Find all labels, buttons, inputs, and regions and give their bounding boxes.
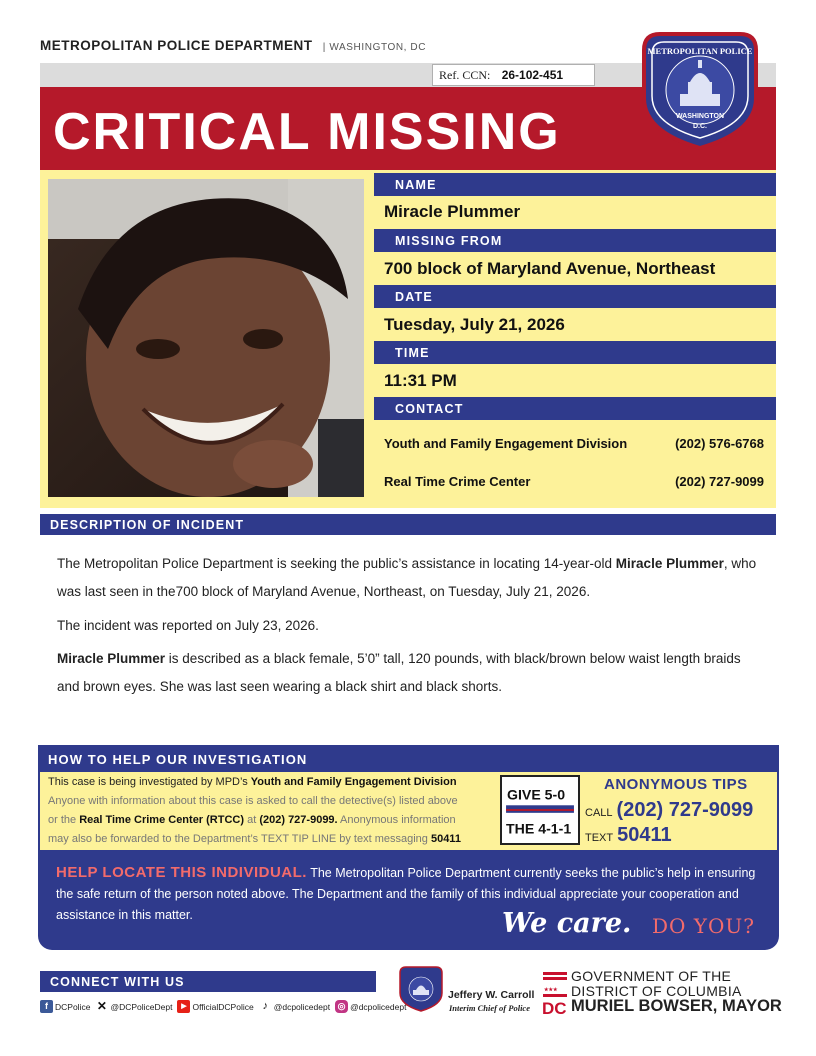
badge-bottom-text: WASHINGTON bbox=[675, 113, 725, 120]
help-line-2: Anyone with information about this case is asked to call the detective(s) listed above bbox=[48, 795, 458, 807]
department-header bbox=[40, 38, 426, 53]
help-text: at bbox=[244, 814, 260, 826]
ref-value: 26-102-451 bbox=[501, 68, 564, 82]
contact-phone[interactable]: (202) 576-6768 bbox=[675, 436, 764, 451]
the-411-text: THE 4-1-1 bbox=[506, 820, 572, 837]
youtube-icon: ▶ bbox=[177, 1000, 190, 1013]
tips-call-row bbox=[585, 799, 753, 822]
description-text: is described as a black female, 5’0” tall, 120 pounds, with black/brown below waist length braids and brown eyes. She was last seen wearing a black shirt and black shorts. bbox=[57, 651, 741, 694]
x-icon: ✕ bbox=[96, 999, 107, 1013]
description-text: The Metropolitan Police Department is seeking the public’s assistance in locating 14-year-old bbox=[57, 556, 616, 571]
badge-top-text: METROPOLITAN POLICE bbox=[647, 46, 753, 56]
social-handle: @dcpolicedept bbox=[350, 1001, 407, 1012]
small-police-badge-icon bbox=[398, 965, 444, 1013]
social-link-youtube[interactable] bbox=[177, 1000, 253, 1013]
do-you-slogan: DO YOU? bbox=[652, 914, 755, 938]
help-text: or the bbox=[48, 814, 80, 826]
help-text: Anonymous information bbox=[337, 814, 456, 826]
gov-line-1: GOVERNMENT OF THE bbox=[571, 968, 732, 984]
instagram-icon: ◎ bbox=[335, 1000, 348, 1013]
help-text: may also be forwarded to the Department’s TEXT TIP LINE by text messaging bbox=[48, 833, 431, 845]
give-5-0-logo-icon bbox=[500, 775, 580, 845]
time-label-bar: TIME bbox=[374, 341, 776, 364]
missing-from-label-bar: MISSING FROM bbox=[374, 229, 776, 252]
contact-row bbox=[384, 474, 764, 489]
help-line-4 bbox=[48, 833, 461, 845]
social-handle: DCPolice bbox=[55, 1001, 91, 1012]
contact-row bbox=[384, 436, 764, 451]
help-heading: HOW TO HELP OUR INVESTIGATION bbox=[48, 752, 308, 767]
department-name: METROPOLITAN POLICE DEPARTMENT bbox=[40, 38, 313, 53]
date-label-bar: DATE bbox=[374, 285, 776, 308]
we-care-slogan: We care. bbox=[502, 908, 632, 939]
help-line-1 bbox=[48, 776, 457, 788]
social-handle: @DCPoliceDept bbox=[110, 1001, 173, 1012]
svg-text:DC: DC bbox=[542, 999, 567, 1016]
svg-text:★★★: ★★★ bbox=[544, 987, 558, 993]
description-paragraph-2: The incident was reported on July 23, 2026. bbox=[57, 618, 319, 633]
connect-heading: CONNECT WITH US bbox=[40, 971, 376, 992]
call-label: CALL bbox=[585, 807, 613, 819]
help-text: This case is being investigated by MPD’s bbox=[48, 776, 251, 788]
social-link-facebook[interactable] bbox=[40, 1000, 90, 1013]
tip-phone[interactable]: (202) 727-9099 bbox=[616, 799, 754, 821]
description-text: , who was last seen in the700 block of Maryland Avenue, Northeast, on Tuesday, July 21, 2026. bbox=[57, 556, 757, 599]
missing-from-value: 700 block of Maryland Avenue, Northeast bbox=[384, 259, 716, 278]
social-link-x[interactable] bbox=[95, 1000, 172, 1013]
person-name: Miracle Plummer bbox=[615, 556, 724, 571]
chief-title: Interim Chief of Police bbox=[449, 1003, 530, 1013]
anonymous-tips-title: ANONYMOUS TIPS bbox=[604, 776, 748, 793]
police-badge-icon bbox=[640, 28, 760, 150]
help-line-3 bbox=[48, 814, 456, 826]
missing-person-photo bbox=[48, 179, 364, 497]
contact-name: Real Time Crime Center bbox=[384, 474, 531, 489]
social-links bbox=[40, 1000, 411, 1013]
text-tip-number: 50411 bbox=[430, 833, 461, 845]
description-heading: DESCRIPTION OF INCIDENT bbox=[40, 514, 776, 535]
social-link-instagram[interactable] bbox=[335, 1000, 406, 1013]
mayor-name: MURIEL BOWSER, MAYOR bbox=[571, 997, 782, 1015]
division-name: Youth and Family Engagement Division bbox=[250, 776, 457, 788]
badge-dc-text: D.C. bbox=[693, 123, 707, 130]
time-value: 11:31 PM bbox=[384, 371, 457, 390]
social-handle: OfficialDCPolice bbox=[192, 1001, 254, 1012]
reference-box bbox=[432, 64, 595, 86]
description-paragraph-1 bbox=[57, 550, 757, 606]
rtcc-phone[interactable]: (202) 727-9099. bbox=[259, 814, 338, 826]
gov-line-2: DISTRICT OF COLUMBIA bbox=[571, 983, 742, 999]
name-value: Miracle Plummer bbox=[384, 202, 521, 221]
person-name: Miracle Plummer bbox=[57, 651, 166, 666]
chief-name: Jeffery W. Carroll bbox=[448, 989, 535, 1001]
dc-government-logo-icon bbox=[541, 970, 569, 1016]
locate-title: HELP LOCATE THIS INDIVIDUAL. bbox=[56, 864, 307, 881]
department-location: | WASHINGTON, DC bbox=[322, 42, 427, 53]
tiktok-icon: ♪ bbox=[259, 1000, 272, 1013]
text-label: TEXT bbox=[585, 832, 614, 844]
social-handle: @dcpolicedept bbox=[273, 1001, 331, 1012]
facebook-icon: f bbox=[40, 1000, 53, 1013]
banner-title: CRITICAL MISSING bbox=[53, 103, 561, 161]
description-paragraph-3 bbox=[57, 645, 757, 701]
contact-label-bar: CONTACT bbox=[374, 397, 776, 420]
contact-phone[interactable]: (202) 727-9099 bbox=[675, 474, 764, 489]
tip-text-number[interactable]: 50411 bbox=[617, 824, 672, 846]
social-link-tiktok[interactable] bbox=[259, 1000, 330, 1013]
date-value: Tuesday, July 21, 2026 bbox=[384, 315, 565, 334]
contact-name: Youth and Family Engagement Division bbox=[384, 436, 628, 451]
name-label-bar: NAME bbox=[374, 173, 776, 196]
locate-body: The Metropolitan Police Department currently seeks the public’s help in ensuring the safe return of the person noted above. The Department and the family of this individual appreciate your cooperation and assistance in this matter. bbox=[56, 866, 756, 922]
tips-text-row bbox=[585, 824, 672, 847]
ref-label: Ref. CCN: bbox=[439, 68, 491, 82]
rtcc-name: Real Time Crime Center (RTCC) bbox=[79, 814, 245, 826]
give-text: GIVE 5-0 bbox=[507, 786, 566, 803]
